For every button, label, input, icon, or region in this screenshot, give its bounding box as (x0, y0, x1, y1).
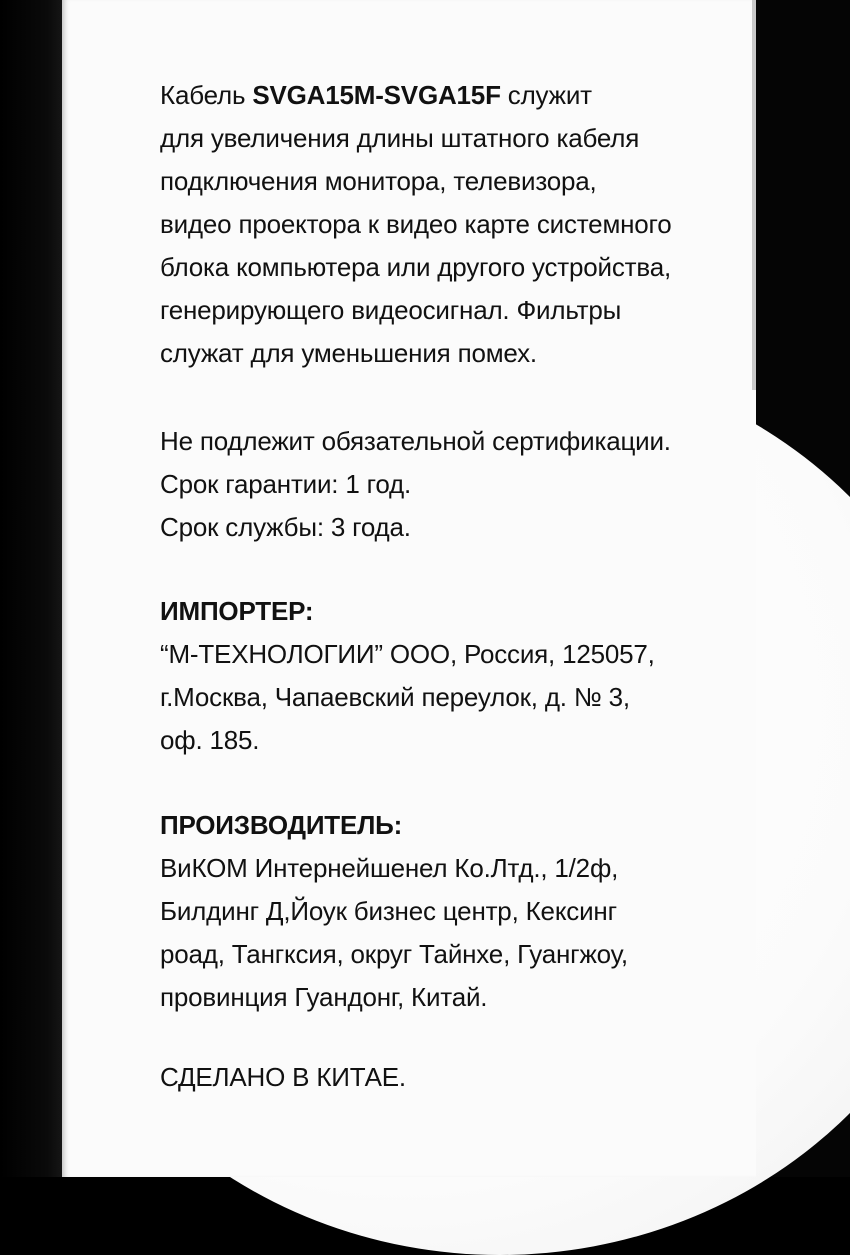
service-life: Срок службы: 3 года. (160, 512, 411, 542)
description-line: блока компьютера или другого устройства, (160, 252, 671, 282)
description-block (160, 74, 672, 375)
info-block (160, 420, 671, 549)
importer-line: г.Москва, Чапаевский переулок, д. № 3, (160, 682, 630, 712)
manufacturer-line: провинция Гуандонг, Китай. (160, 982, 488, 1012)
manufacturer-line: Билдинг Д,Йоук бизнес центр, Кексинг (160, 896, 617, 926)
manufacturer-heading: ПРОИЗВОДИТЕЛЬ: (160, 810, 403, 840)
cable-model: SVGA15M-SVGA15F (252, 80, 501, 110)
description-line: генерирующего видеосигнал. Фильтры (160, 295, 622, 325)
manufacturer-line: ВиКОМ Интернейшенел Ко.Лтд., 1/2ф, (160, 853, 619, 883)
dark-left-rim (0, 0, 68, 1177)
description-prefix: Кабель (160, 80, 253, 110)
description-line: для увеличения длины штатного кабеля (160, 123, 640, 153)
warranty-period: Срок гарантии: 1 год. (160, 469, 412, 499)
description-suffix: служит (500, 80, 592, 110)
origin-block (160, 1056, 406, 1099)
importer-block (160, 590, 655, 762)
manufacturer-block (160, 804, 628, 1019)
manufacturer-line: роад, Тангксия, округ Тайнхе, Гуангжоу, (160, 939, 628, 969)
country-of-origin: СДЕЛАНО В КИТАЕ. (160, 1062, 406, 1092)
description-line: служат для уменьшения помех. (160, 338, 537, 368)
description-line-1 (160, 74, 672, 117)
importer-heading: ИМПОРТЕР: (160, 596, 314, 626)
importer-line: “М-ТЕХНОЛОГИИ” ООО, Россия, 125057, (160, 639, 655, 669)
description-line: подключения монитора, телевизора, (160, 166, 597, 196)
card-right-edge (752, 0, 756, 390)
certification-note: Не подлежит обязательной сертификации. (160, 426, 671, 456)
importer-line: оф. 185. (160, 725, 260, 755)
description-line: видео проектора к видео карте системного (160, 209, 672, 239)
